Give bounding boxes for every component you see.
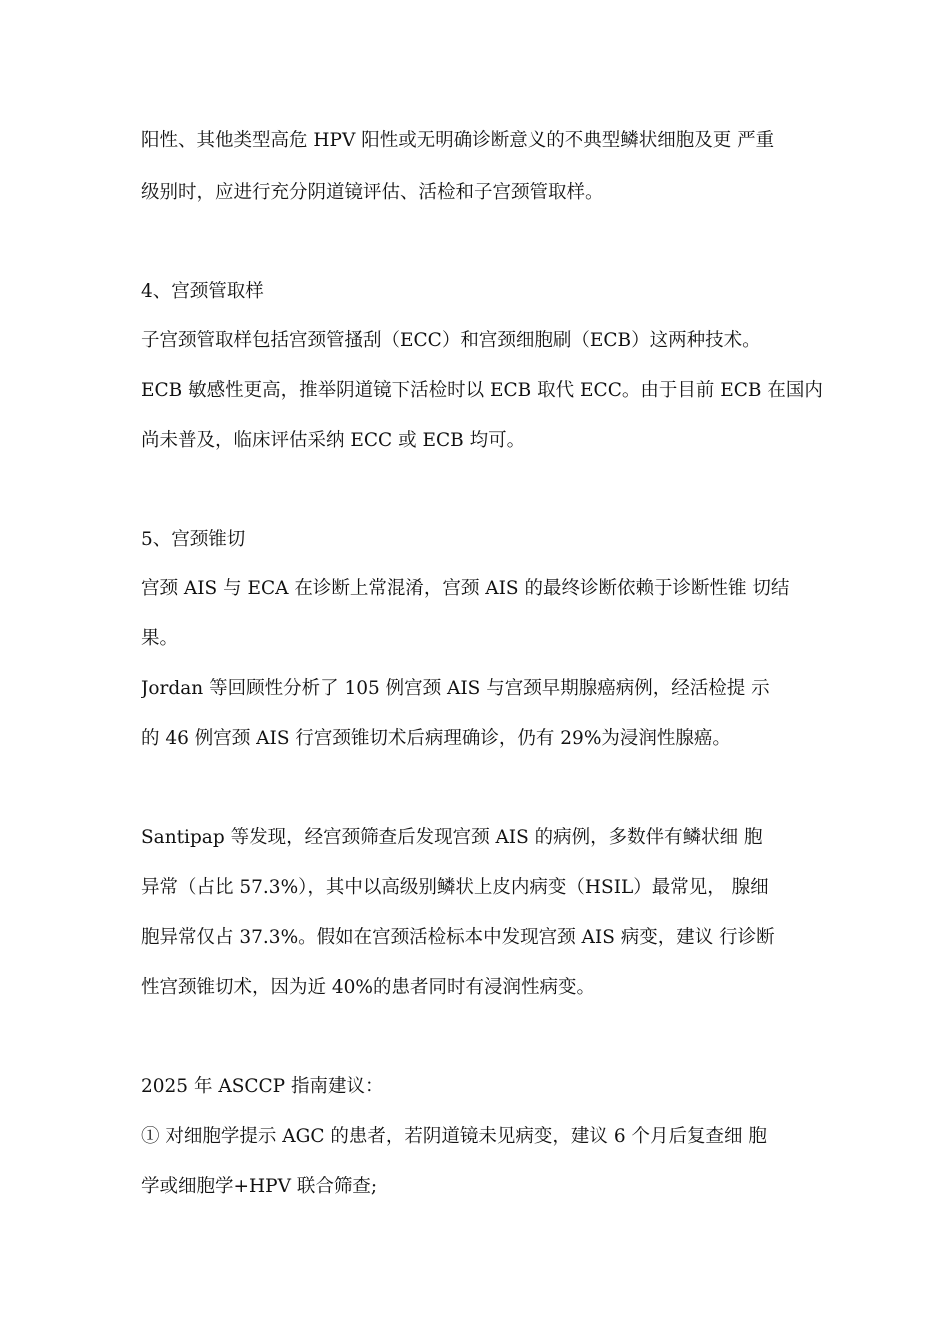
- paragraph-line: 的 46 例宫颈 AIS 行宫颈锥切术后病理确诊，仍有 29%为浸润性腺癌。: [141, 728, 731, 749]
- paragraph-line: 果。: [141, 628, 179, 649]
- paragraph-line: Santipap 等发现，经宫颈筛查后发现宫颈 AIS 的病例，多数伴有鳞状细 胞: [141, 827, 763, 848]
- paragraph-line: ECB 敏感性更高，推举阴道镜下活检时以 ECB 取代 ECC。由于目前 ECB 在国内: [141, 380, 823, 401]
- paragraph-line: 尚未普及，临床评估采纳 ECC 或 ECB 均可。: [141, 430, 526, 451]
- paragraph-line: 级别时，应进行充分阴道镜评估、活检和子宫颈管取样。: [141, 182, 604, 203]
- paragraph-line: 子宫颈管取样包括宫颈管搔刮（ECC）和宫颈细胞刷（ECB）这两种技术。: [141, 330, 761, 351]
- paragraph-line: 胞异常仅占 37.3%。假如在宫颈活检标本中发现宫颈 AIS 病变，建议 行诊断: [141, 927, 775, 948]
- list-item: ① 对细胞学提示 AGC 的患者，若阴道镜未见病变，建议 6 个月后复查细 胞: [141, 1126, 767, 1147]
- paragraph-line: 异常（占比 57.3%），其中以高级别鳞状上皮内病变（HSIL）最常见， 腺细: [141, 877, 769, 898]
- paragraph-line: 性宫颈锥切术，因为近 40%的患者同时有浸润性病变。: [141, 977, 596, 998]
- section-heading: 4、宫颈管取样: [141, 281, 264, 302]
- paragraph-line: 宫颈 AIS 与 ECA 在诊断上常混淆，宫颈 AIS 的最终诊断依赖于诊断性锥 切结: [141, 578, 790, 599]
- paragraph-line: Jordan 等回顾性分析了 105 例宫颈 AIS 与宫颈早期腺癌病例，经活检提 示: [141, 678, 770, 699]
- section-heading: 2025 年 ASCCP 指南建议：: [141, 1076, 384, 1097]
- section-heading: 5、宫颈锥切: [141, 529, 246, 550]
- list-item-continuation: 学或细胞学+HPV 联合筛查;: [141, 1176, 378, 1197]
- paragraph-line: 阳性、其他类型高危 HPV 阳性或无明确诊断意义的不典型鳞状细胞及更 严重: [141, 130, 775, 151]
